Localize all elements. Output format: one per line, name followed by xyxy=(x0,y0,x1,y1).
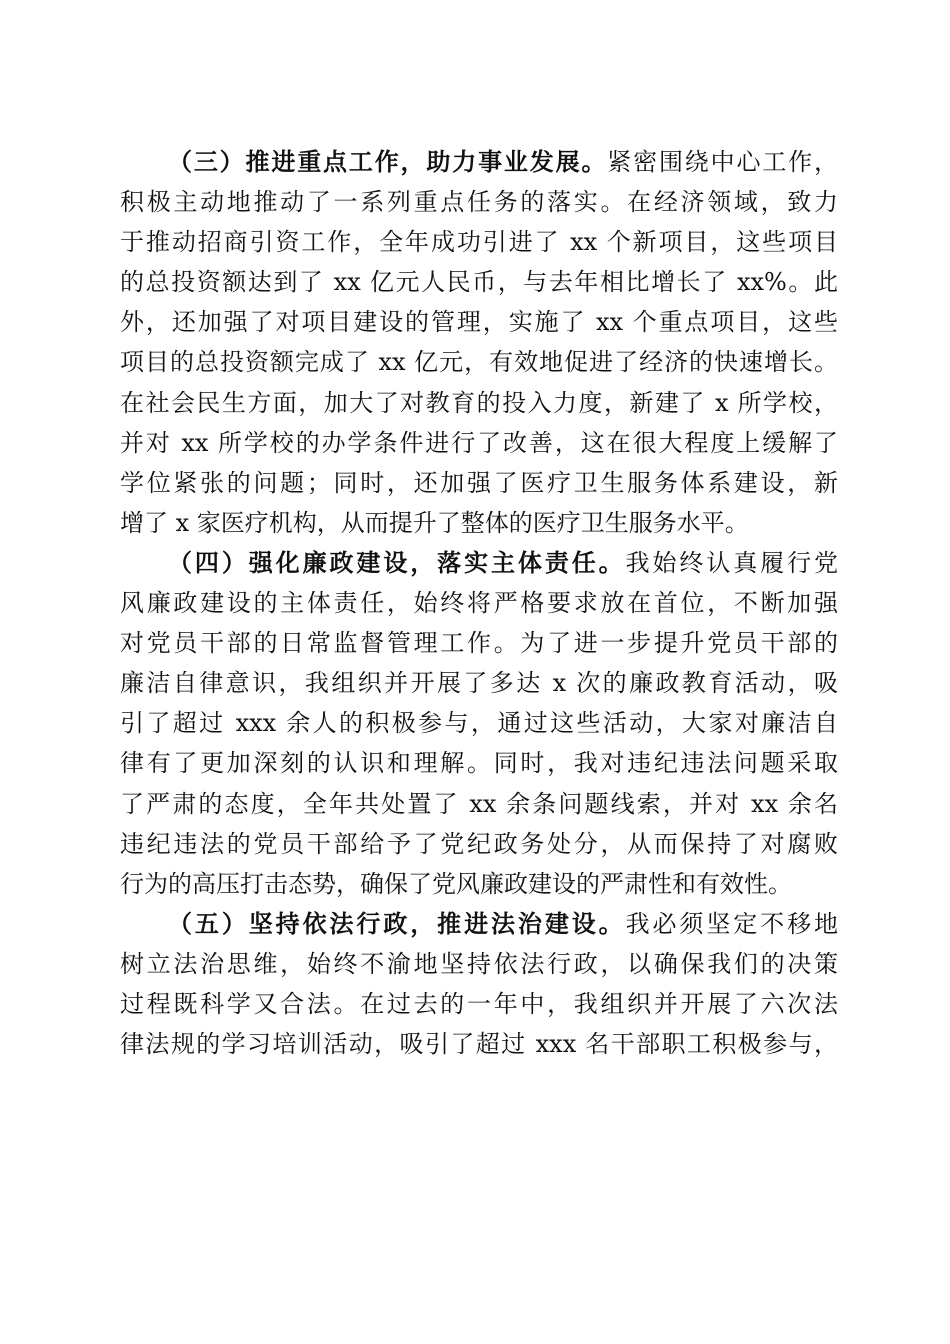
paragraph-line: （四）强化廉政建设，落实主体责任。我始终认真履行党 xyxy=(168,547,838,577)
paragraph-line: 项目的总投资额完成了 xx 亿元，有效地促进了经济的快速增长。 xyxy=(120,348,838,377)
paragraph-line: 引了超过 xxx 余人的积极参与，通过这些活动，大家对廉洁自 xyxy=(120,709,838,738)
paragraph-line: （三）推进重点工作，助力事业发展。紧密围绕中心工作， xyxy=(168,147,838,176)
paragraph-line: 违纪违法的党员干部给予了党纪政务处分，从而保持了对腐败 xyxy=(120,829,838,858)
paragraph-line: 行为的高压打击态势，确保了党风廉政建设的严肃性和有效性。 xyxy=(120,869,792,898)
paragraph-5 xyxy=(120,904,838,1064)
paragraph-line: 并对 xx 所学校的办学条件进行了改善，这在很大程度上缓解了 xyxy=(120,428,838,457)
paragraph-line: 了严肃的态度，全年共处置了 xx 余条问题线索，并对 xx 余名 xyxy=(120,789,838,818)
paragraph-heading: （三）推进重点工作，助力事业发展。 xyxy=(168,147,608,176)
paragraph-line: 过程既科学又合法。在过去的一年中，我组织并开展了六次法 xyxy=(120,989,838,1018)
paragraph-heading: （四）强化廉政建设，落实主体责任。 xyxy=(168,547,626,577)
paragraph-line: 律法规的学习培训活动，吸引了超过 xxx 名干部职工积极参与， xyxy=(120,1030,838,1059)
paragraph-line: 学位紧张的问题；同时，还加强了医疗卫生服务体系建设，新 xyxy=(120,468,838,497)
body-text xyxy=(120,142,838,1064)
paragraph-4 xyxy=(120,543,838,904)
paragraph-line: 树立法治思维，始终不渝地坚持依法行政，以确保我们的决策 xyxy=(120,949,838,978)
paragraph-line: 对党员干部的日常监督管理工作。为了进一步提升党员干部的 xyxy=(120,629,838,658)
paragraph-line: 风廉政建设的主体责任，始终将严格要求放在首位，不断加强 xyxy=(120,589,838,618)
paragraph-line: 在社会民生方面，加大了对教育的投入力度，新建了 x 所学校， xyxy=(120,388,838,417)
paragraph-line: 律有了更加深刻的认识和理解。同时，我对违纪违法问题采取 xyxy=(120,749,838,778)
paragraph-heading: （五）坚持依法行政，推进法治建设。 xyxy=(168,908,626,938)
paragraph-line: 积极主动地推动了一系列重点任务的落实。在经济领域，致力 xyxy=(120,188,838,217)
paragraph-3 xyxy=(120,142,838,543)
paragraph-line: 廉洁自律意识，我组织并开展了多达 x 次的廉政教育活动，吸 xyxy=(120,669,838,698)
paragraph-line: 的总投资额达到了 xx 亿元人民币，与去年相比增长了 xx%。此 xyxy=(120,268,838,297)
paragraph-line: 于推动招商引资工作，全年成功引进了 xx 个新项目，这些项目 xyxy=(120,228,838,257)
paragraph-line: 外，还加强了对项目建设的管理，实施了 xx 个重点项目，这些 xyxy=(120,308,838,337)
paragraph-line: 增了 x 家医疗机构，从而提升了整体的医疗卫生服务水平。 xyxy=(120,508,749,537)
paragraph-line: （五）坚持依法行政，推进法治建设。我必须坚定不移地 xyxy=(168,908,838,938)
